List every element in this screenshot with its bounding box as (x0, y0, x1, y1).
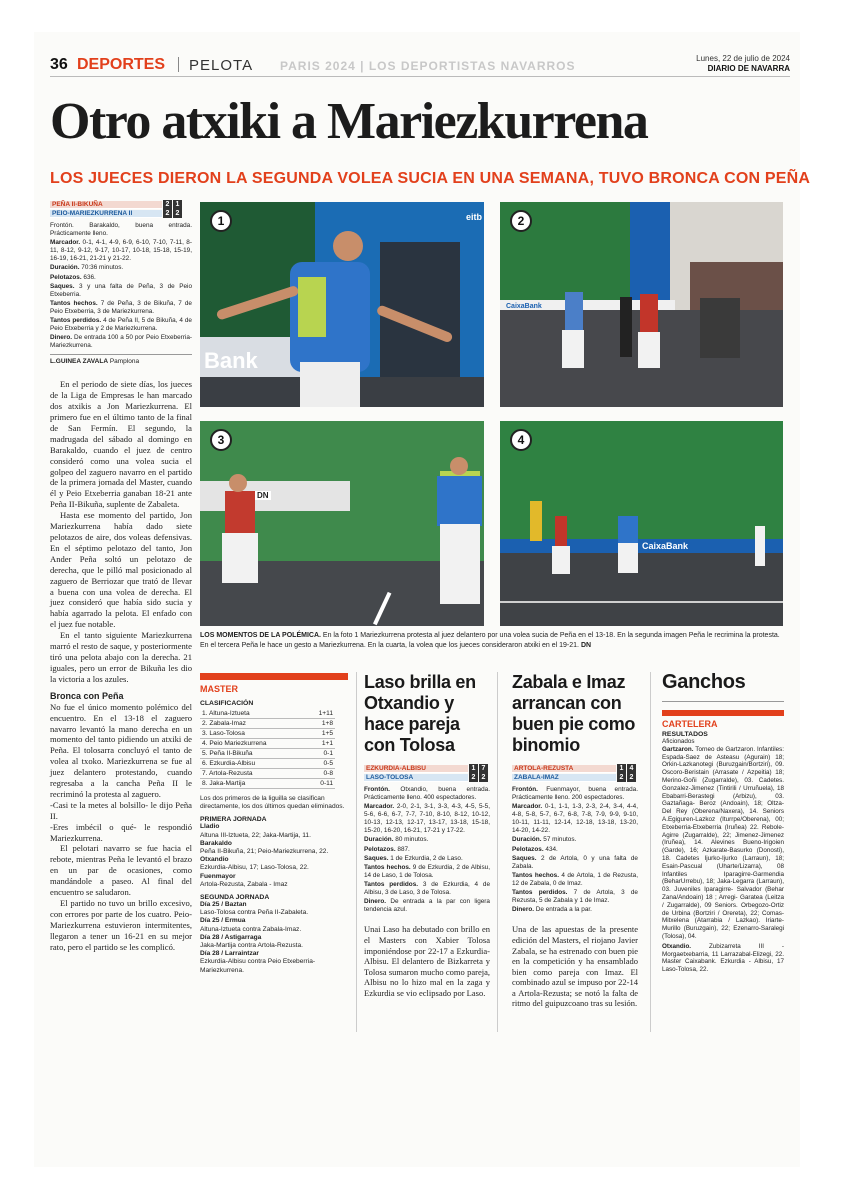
column-divider (356, 672, 357, 1032)
clasificacion-title: CLASIFICACIÓN (200, 700, 254, 707)
stat-line: Frontón. Fuenmayor, buena entrada. Prácticamente lleno. 200 espectadores. (512, 786, 638, 801)
aficionados-label: Aficionados (662, 738, 695, 745)
score-row-b (364, 773, 488, 782)
body-paragraph: En el periodo de siete días, los jueces de la Liga de Empresas le han marcado dos atxikis a Jon Mariezkurrena. El primero fue en el último tanto de la final de San Fermín. El segundo, la madrugada del sábado al domingo en Barakaldo, cuando el juez de centro consideró como una volea sucia el golpeo del zaguero navarro en el partido de la primera jornada del Master, cuando él y Peio Etxeberria ganaban 18-21 ante Peña II-Bikuña, suplente de Zabaleta. (50, 379, 192, 510)
zabala-scoreboard (512, 764, 636, 782)
stat-line: Tantos perdidos. 3 de Ezkurdia, 4 de Albisu, 3 de Laso, 3 de Tolosa. (364, 881, 491, 897)
body-paragraph: Hasta ese momento del partido, Jon Mariezkurrena había dado siete pelotazos de aire, dos voleas defensivas. En el séptimo pelotazo del tanto, Jon Ander Peña soltó un pelotazo de derecha, que le pilló mal posicionado al zaguero de Berriozar que trató de llevar a buena con una volea de derecha. El juez consideró que había sido sucia y había agarrado la pelota. El enfado con el juez fue notable. (50, 510, 192, 630)
body-paragraph: El pelotari navarro se fue hacia el rebote, mientras Peña le levantó el brazo en un par de ocasiones, como mandándole a paseo. Al final del encuentro se saludaron. (50, 843, 192, 898)
article-body (50, 379, 192, 952)
table-row: 1. Altuna-Iztueta 1+11 (202, 710, 333, 717)
cartelera-bar (662, 710, 784, 716)
table-row: 7. Artola-Rezusta 0-8 (202, 770, 333, 777)
stat-line: Duración. 70:36 minutos. (50, 264, 124, 272)
table-row: 6. Ezkurdia-Albisu 0-5 (202, 760, 333, 767)
match-stats (512, 786, 638, 914)
primera-jornada-list: Lladio Altuna III-Iztueta, 22; Jaka-Martija, 11. Barakaldo Peña II-Bikuña, 21; Peio-Mariezkurrena, 22. Otxandio Ezkurdia-Albisu, 17; Laso-Tolosa, 22. Fuenmayor Artola-Rezusta, Zabala - Imaz (200, 823, 329, 888)
subheadline: LOS JUECES DIERON LA SEGUNDA VOLEA SUCIA EN UNA SEMANA, TUVO BRONCA CON PEÑA (50, 170, 811, 187)
left-column (50, 200, 192, 953)
table-row: 3. Laso-Tolosa 1+5 (202, 730, 333, 737)
team-b-name: LASO-TOLOSA (364, 774, 468, 781)
team-b-name: ZABALA-IMAZ (512, 774, 616, 781)
score-digit: 2 (163, 209, 172, 218)
photo-sign-text: eitb (465, 212, 482, 222)
stat-line: Tantos hechos. 7 de Peña, 3 de Bikuña, 7 de Peio Etxeberria, 3 de Mariezkurrena. (50, 299, 192, 315)
subsection-name: PELOTA (189, 57, 254, 74)
photo-3-image (200, 421, 484, 626)
photo-number-badge: 2 (510, 210, 532, 232)
header-rule (50, 76, 790, 77)
column-divider (650, 672, 651, 1032)
headline: Otro atxiki a Mariezkurrena (50, 93, 648, 150)
ganchos-title: Ganchos (662, 671, 746, 693)
stat-line: Marcador. 0-1, 1-1, 1-3, 2-3, 2-4, 3-4, 4-4, 4-8, 5-8, 5-7, 6-7, 6-8, 7-8, 7-9, 9-9, 9-10, 10-11, 11-11, 12-14, 12-18, 13-18, 13-20, 14-20, 14-22. (512, 803, 638, 835)
story-title: Zabala e Imaz arrancan con buen pie como binomio (512, 672, 636, 755)
stat-line: Saques. 1 de Ezkurdia, 2 de Laso. (364, 854, 463, 862)
photo-banner-text: Bank (204, 348, 258, 373)
score-digit: 2 (617, 773, 626, 782)
stat-line: Tantos perdidos. 4 de Peña II, 5 de Bikuña, 4 de Peio Etxeberria y 2 de Mariezkurrena. (50, 317, 192, 333)
table-row: 8. Jaka-Martija 0-11 (202, 780, 333, 787)
result-entry: Gartzaron. Torneo de Gartzaron. Infantiles: Espada-Saez de Asteasu (Agurain) 18; Orkin-Lazkanotegi (Buruzgain/Bortziri), 09. Oscoro-Beristain (Arrasate / Azpeitia) 18; Merino-Goñi (Zugarralde), 03. Cadetes. Gonzalez-Jimenez (Tintirili / Urruñuela), 18 Ebabarri-Berastegi (Arbizu), 03. Gaztañaga- Beroz (Andoain), 18; Oltza- Del Rey (Oberena/Naxera), 14. Seniors A.Egiguren-Lazkoz (Iturrpe/Oberena), 00; Etxeberria-Etxeberria (Iruñea) 22. Rebole-Agirre (Zugarralde), 22; Jimenez-Jimenez (Iruñea), 14. Alevines Bueno-Irigoien (Garde), 16; Azkarate-Basurko (Donosti), 18. Cadetes Ijurko-Ijurko (Larraun), 18; Esain-Pascual (Uharte/Lizarra), 08 Infantiles Iparagirre-Garmendia (BeharUrrebu), 18; Jaka-Legarra (Larraun), 03. Juveniles Iparagirre- Salvador (Behar Zana/Andoain) 18 ; Arregi- Garatea (Leitza / Zugarralde), 09 Seniors. Orbegozo-Ortiz de Urbina (Bortziri / Orereta), 22; Comas-Mitxelena (Atarrabia / Lazkao). Iriarte- Murillo (Buruzgain), 22; Ezenarro-Saralegi (Tolosa), 04. (662, 745, 784, 940)
column-divider (497, 672, 498, 1032)
laso-scoreboard (364, 764, 488, 782)
stat-line: Pelotazos. 887. (364, 845, 410, 853)
main-scoreboard (50, 200, 182, 218)
team-a-name: ARTOLA-REZUSTA (512, 765, 616, 772)
segunda-jornada-list: Día 25 / Baztan Laso-Tolosa contra Peña II-Zabaleta. Día 25 / Ermua Altuna-Iztueta contra Zabala-Imaz. Día 28 / Astigarraga Jaka-Martija contra Artola-Rezusta. Día 28 / Larraintzar Ezkurdia-Albisu contra Peio Etxeberria-Mariezkurrena. (200, 901, 316, 974)
resultados-title: RESULTADOS (662, 731, 708, 738)
score-row-b (512, 773, 636, 782)
photo-number-badge: 4 (510, 429, 532, 451)
ganchos-box (662, 672, 784, 974)
match-stats (364, 786, 490, 914)
stat-line: Tantos hechos. 4 de Artola, 1 de Rezusta, 12 de Zabala, 0 de Imaz. (512, 871, 638, 887)
score-digit: 4 (627, 764, 636, 773)
show-through-text: PARIS 2024 | LOS DEPORTISTAS NAVARROS (280, 59, 576, 73)
issue-date: Lunes, 22 de julio de 2024 (696, 54, 790, 63)
segunda-jornada-title: SEGUNDA JORNADA (200, 894, 270, 902)
table-row: 5. Peña II-Bikuña 0-1 (202, 750, 333, 757)
photo-4-image (500, 421, 783, 626)
score-digit: 2 (173, 209, 182, 218)
photo-sign-text: CaixaBank (506, 303, 542, 310)
score-digit: 2 (163, 200, 172, 209)
results-list (662, 746, 784, 974)
body-paragraph: El partido no tuvo un brillo excesivo, con errores por parte de los cuatro. Peio-Mariezkurrena estuvieron intermitentes, llegaron a tener un 16-21 en su mejor rato, pero el partido se les complicó. (50, 898, 192, 952)
score-row-b (50, 209, 182, 218)
score-digit: 2 (627, 773, 636, 782)
stat-line: Saques. 3 y una falta de Peña, 3 de Peio Etxeberria. (50, 282, 192, 298)
photo-sign-text: DN (257, 491, 269, 500)
body-paragraph: En el tanto siguiente Mariezkurrena marró el resto de saque, y posteriormente tiró una pelota abajo con la derecha. 21 iguales, pero un error de Bikuña les dio la victoria a los azules. (50, 630, 192, 684)
score-digit: 7 (479, 764, 488, 773)
stat-line: Saques. 2 de Artola, 0 y una falta de Zabala. (512, 854, 638, 870)
score-digit: 1 (617, 764, 626, 773)
story-body: Una de las apuestas de la presente edición del Masters, el riojano Javier Zabala, se ha estrenado con buen pie en la competición y ha ensamblado bien como pareja con Imaz. El combinado azul se impuso por 22-14 a Artola-Rezusta; se notó la falta de ritmo del guipuzcoano tras su lesión. (512, 924, 638, 1009)
story-laso (364, 672, 490, 998)
stat-line: Pelotazos. 434. (512, 845, 558, 853)
photo-3 (200, 421, 484, 626)
master-box (200, 684, 348, 975)
page-number: 36 (50, 56, 68, 73)
standings-note: Los dos primeros de la liguilla se clasifican directamente, los dos últimos quedan eliminados. (200, 795, 345, 811)
body-paragraph: No fue el único momento polémico del encuentro. En el 13-18 el zaguero navarro levantó la mano derecha en un momento del tanto pidiendo un atxiki de Peña. El tolosarra concluyó el tanto de volea al txoko. Mariezkurrena se fue al juez delantero protestando, cuando regresaba a la cancha Peña II le recriminó la protesta al zaguero. (50, 701, 192, 799)
photo-number-badge: 3 (210, 429, 232, 451)
stat-line: Dinero. De entrada a la par. (512, 906, 592, 914)
section-name: DEPORTES (77, 56, 166, 73)
standings-table (200, 709, 335, 789)
master-bar (200, 673, 348, 680)
page-header (50, 54, 790, 76)
primera-jornada-title: PRIMERA JORNADA (200, 816, 267, 824)
score-digit: 2 (479, 773, 488, 782)
story-body: Unai Laso ha debutado con brillo en el Masters con Xabier Tolosa imponiéndose por 22-17 a Ezkurdia-Albisu. El delantero de Bizkarreta y Tolosa sumaron mucho como pareja, Albisu no lo hizo mal en la zaga y Ezkurdia se vio eclipsado por Laso. (364, 924, 490, 998)
story-title: Laso brilla en Otxandio y hace pareja con Tolosa (364, 672, 476, 755)
stat-line: Pelotazos. 636. (50, 273, 96, 281)
photo-2-image (500, 202, 783, 407)
photo-banner-text: CaixaBank (642, 541, 689, 551)
body-paragraph: -Casi te la metes al bolsillo- le dijo Peña II. (50, 799, 192, 821)
byline: L.GUINEA ZAVALA Pamplona (50, 354, 192, 365)
match-stats (50, 222, 192, 350)
cartelera-label: CARTELERA (662, 719, 718, 729)
table-row: 4. Peio Mariezkurrena 1+1 (202, 740, 333, 747)
master-label: MASTER (200, 684, 238, 694)
table-row: 2. Zabala-Imaz 1+8 (202, 720, 333, 727)
stat-line: Dinero. De entrada 100 a 50 por Peio Etxeberria-Mariezkurrena. (50, 334, 192, 350)
body-subhead: Bronca con Peña (50, 690, 124, 701)
stat-line: Marcador. 2-0, 2-1, 3-1, 3-3, 4-3, 4-5, 5-5, 5-6, 6-6, 6-7, 7-7, 7-10, 8-10, 8-12, 10-12, 10-13, 12-13, 12-17, 13-17, 13-18, 15-18, 15-20, 16-20, 16-21, 17-21 y 17-22. (364, 803, 490, 835)
stat-line: Tantos hechos. 9 de Ezkurdia, 2 de Albisu, 14 de Laso, 1 de Tolosa. (364, 863, 490, 879)
photo-1 (200, 202, 484, 407)
photo-2 (500, 202, 783, 407)
stat-line: Dinero. De entrada a la par con ligera tendencia azul. (364, 898, 490, 914)
story-zabala (512, 672, 638, 1009)
stat-line: Duración. 80 minutos. (364, 836, 429, 844)
score-digit: 1 (469, 764, 478, 773)
stat-line: Duración. 57 minutos. (512, 836, 577, 844)
photo-1-image (200, 202, 484, 407)
photo-caption: LOS MOMENTOS DE LA POLÉMICA. En la foto 1 Mariezkurrena protesta al juez delantero por una volea sucia de Peña en el 13-18. En la segunda imagen Peña le recrimina la protesta. En el tercera Peña le hace un gesto a Mariezkurrena. En la cuarta, la volea que los jueces consideraron atxiki en el 19-21. DN (200, 632, 780, 649)
stat-line: Frontón. Otxandio, buena entrada. Prácticamente lleno. 400 espectadores. (364, 786, 490, 801)
score-digit: 2 (469, 773, 478, 782)
newspaper-name: DIARIO DE NAVARRA (707, 64, 790, 73)
stat-line: Marcador. 0-1, 4-1, 4-9, 6-9, 6-10, 7-10, 7-11, 8-11, 8-12, 9-12, 9-17, 10-17, 10-18, 15-18, 15-19, 16-19, 16-21, 21-21 y 21-22. (50, 239, 192, 263)
stat-line: Tantos perdidos. 7 de Artola, 3 de Rezusta, 5 de Zabala y 1 de Imaz. (512, 889, 638, 905)
photo-4 (500, 421, 783, 626)
team-a-name: EZKURDIA-ALBISU (364, 765, 468, 772)
header-divider (178, 57, 179, 72)
team-b-name: PEIO-MARIEZKURRENA II (50, 210, 162, 217)
ganchos-rule (662, 701, 784, 702)
result-entry: Otxandio. Zubizarreta III - Morgaetxebarria, 11 Larrazabal-Elizegi, 22. Master Caixabank. Ezkurdia - Albisu, 17 Laso-Tolosa, 22. (662, 942, 784, 974)
photo-number-badge: 1 (210, 210, 232, 232)
team-a-name: PEÑA II-BIKUÑA (50, 201, 162, 208)
body-paragraph: -Eres imbécil o qué- le respondió Mariezkurrena. (50, 821, 192, 843)
score-digit: 1 (173, 200, 182, 209)
stat-line: Frontón. Barakaldo, buena entrada. Prácticamente lleno. (50, 222, 192, 237)
